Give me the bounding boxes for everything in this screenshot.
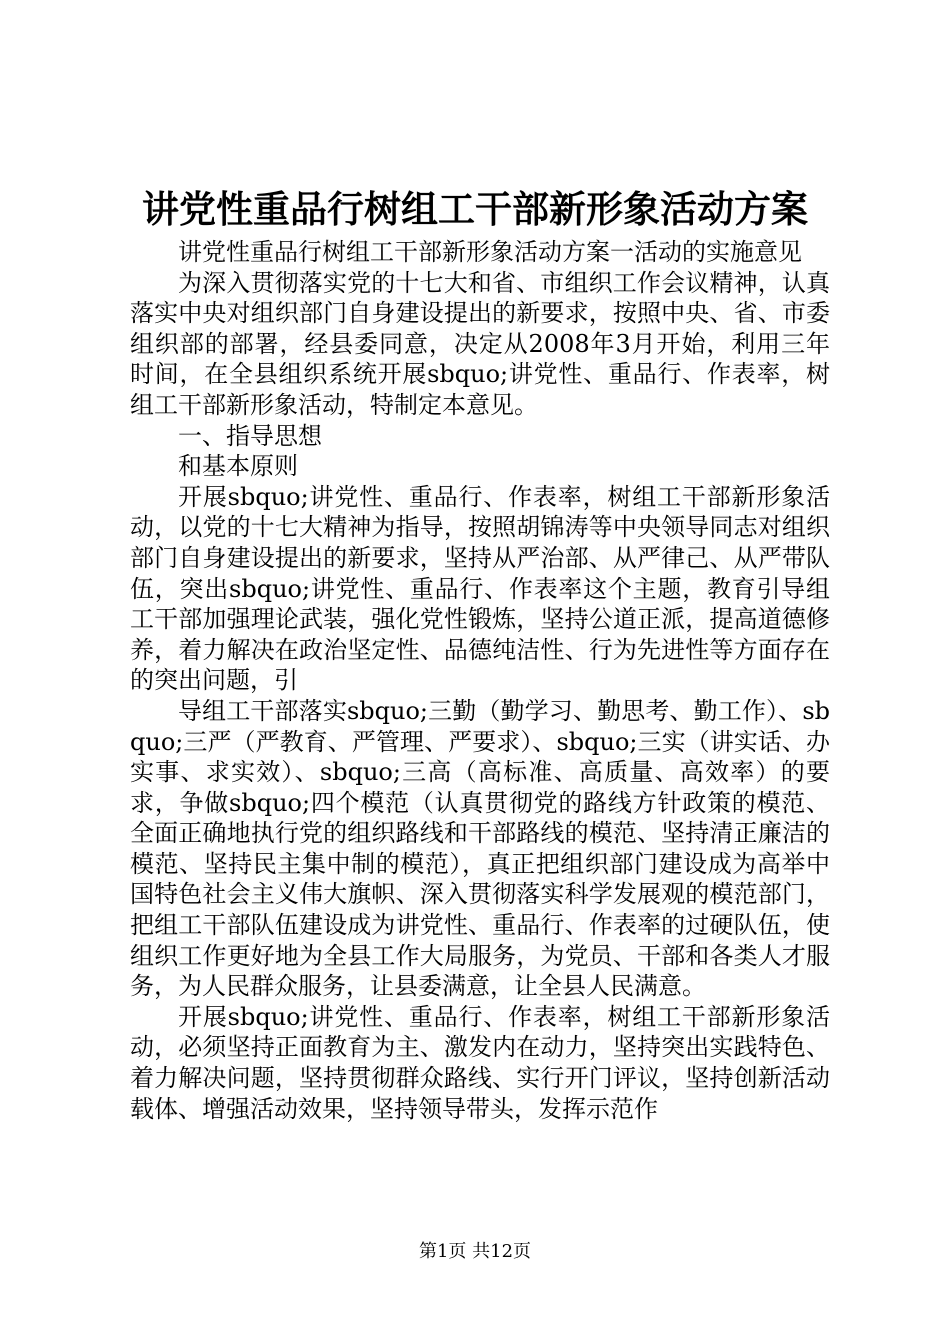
- section-heading-continued: 和基本原则: [178, 452, 298, 481]
- paragraph-guiding-thought: 开展sbquo;讲党性、重品行、作表率，树组工干部新形象活动，以党的十七大精神为指导，按照胡锦涛等中央领导同志对组织部门自身建设提出的新要求，坚持从严治部、从严律己、从严带队伍，突出sbquo;讲党性、重品行、作表率这个主题，教育引导组工干部加强理论武装，强化党性锻炼，坚持公道正派，提高道德修养，着力解决在政治坚定性、品德纯洁性、行为先进性等方面存在的突出问题，引: [130, 482, 830, 695]
- page-number: 第1页 共12页: [418, 1241, 532, 1262]
- paragraph-principles: 开展sbquo;讲党性、重品行、作表率，树组工干部新形象活动，必须坚持正面教育为主、激发内在动力，坚持突出实践特色、着力解决问题，坚持贯彻群众路线、实行开门评议，坚持创新活动载体、增强活动效果，坚持领导带头，发挥示范作: [130, 1002, 830, 1123]
- document-body: [130, 237, 830, 1124]
- document-title: 讲党性重品行树组工干部新形象活动方案: [142, 187, 808, 231]
- paragraph-intro: 讲党性重品行树组工干部新形象活动方案一活动的实施意见: [178, 238, 802, 266]
- paragraph-purpose: 为深入贯彻落实党的十七大和省、市组织工作会议精神，认真落实中央对组织部门自身建设提出的新要求，按照中央、省、市委组织部的部署，经县委同意，决定从2008年3月开始，利用三年时间，在全县组织系统开展sbquo;讲党性、重品行、作表率，树组工干部新形象活动，特制定本意见。: [130, 268, 830, 419]
- paragraph-requirements: 导组工干部落实sbquo;三勤（勤学习、勤思考、勤工作）、sbquo;三严（严教育、严管理、严要求）、sbquo;三实（讲实话、办实事、求实效）、sbquo;三高（高标准、高质量、高效率）的要求，争做sbquo;四个模范（认真贯彻党的路线方针政策的模范、全面正确地执行党的组织路线和干部路线的模范、坚持清正廉洁的模范、坚持民主集中制的模范），真正把组织部门建设成为高举中国特色社会主义伟大旗帜、深入贯彻落实科学发展观的模范部门，把组工干部队伍建设成为讲党性、重品行、作表率的过硬队伍，使组织工作更好地为全县工作大局服务，为党员、干部和各类人才服务，为人民群众服务，让县委满意，让全县人民满意。: [130, 696, 830, 1001]
- section-heading: 一、指导思想: [178, 421, 322, 450]
